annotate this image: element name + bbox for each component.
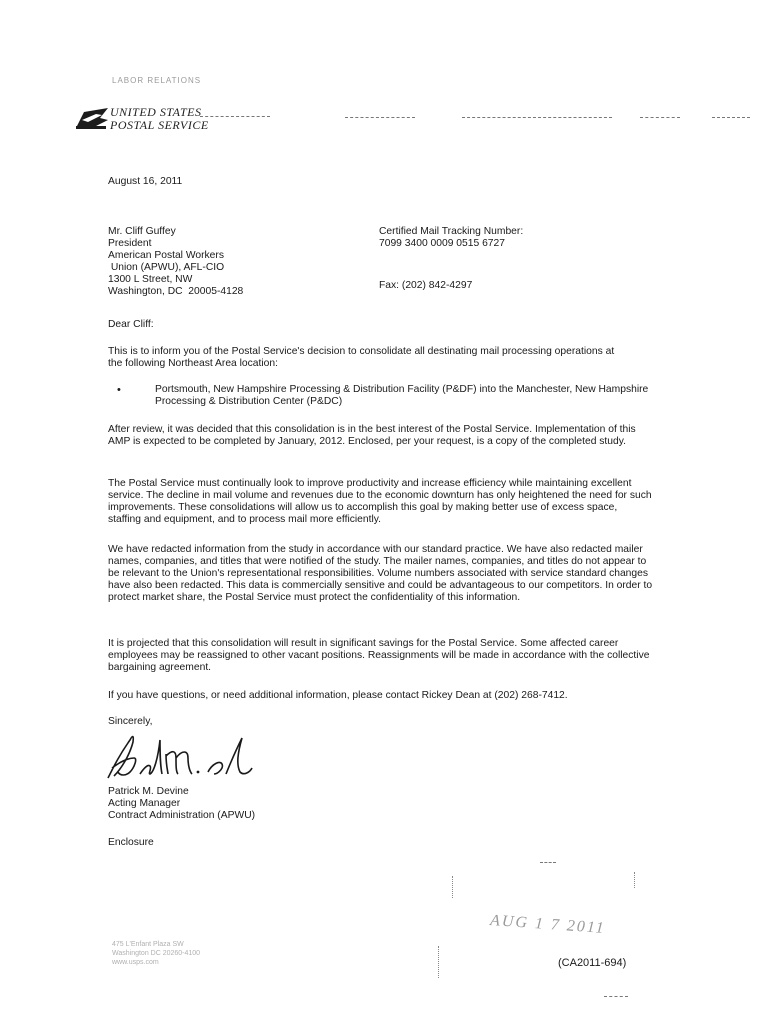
footer-address-line: www.usps.com bbox=[112, 959, 159, 966]
stamp-border-mark bbox=[452, 876, 453, 898]
footer-address-line: Washington DC 20260-4100 bbox=[112, 950, 201, 957]
stamp-border-mark bbox=[540, 862, 556, 863]
logo-line-postal-service: POSTAL SERVICE bbox=[110, 118, 209, 132]
header-rule bbox=[462, 117, 612, 118]
paragraph-intro: This is to inform you of the Postal Service's decision to consolidate all destinating mail processing operations at the following Northeast Area location: bbox=[108, 346, 615, 369]
closing: Sincerely, bbox=[108, 716, 153, 727]
paragraph-review: After review, it was decided that this consolidation is in the best interest of the Postal Service. Implementation of this AMP is expected to be completed by January, 2012. Enclosed, per your request, is a copy of the completed study. bbox=[108, 424, 636, 447]
recipient-address bbox=[108, 226, 243, 298]
signer-department: Contract Administration (APWU) bbox=[108, 810, 256, 821]
footer-address-line: 475 L'Enfant Plaza SW bbox=[112, 941, 184, 948]
recipient-line: Union (APWU), AFL-CIO bbox=[108, 262, 225, 273]
letter-date: August 16, 2011 bbox=[108, 176, 183, 187]
header-faint-text: LABOR RELATIONS bbox=[112, 76, 202, 85]
usps-eagle-logo-icon bbox=[74, 106, 108, 135]
received-date-stamp: AUG 1 7 2011 bbox=[489, 911, 607, 938]
header-rule bbox=[345, 117, 415, 118]
signer-title: Acting Manager bbox=[108, 798, 181, 809]
recipient-line: American Postal Workers bbox=[108, 250, 224, 261]
header-rule bbox=[200, 116, 270, 117]
paragraph-contact: If you have questions, or need additional information, please contact Rickey Dean at (202) 268-7412. bbox=[108, 690, 568, 701]
recipient-line: President bbox=[108, 238, 152, 249]
enclosure-note: Enclosure bbox=[108, 837, 154, 848]
header-rule bbox=[712, 117, 750, 118]
logo-line-united-states: UNITED STATES bbox=[110, 105, 202, 119]
bullet-dot: • bbox=[117, 384, 121, 396]
stamp-border-mark bbox=[604, 996, 628, 997]
handwritten-signature bbox=[100, 728, 260, 791]
stamp-border-mark bbox=[438, 946, 439, 978]
fax-number: Fax: (202) 842-4297 bbox=[379, 280, 473, 291]
paragraph-productivity: The Postal Service must continually look to improve productivity and increase efficiency while maintaining excellent service. The decline in mail volume and revenues due to the economic downturn has only heightened the need for such improvements. These consolidations will allow us to accomplish this goal by making better use of excess space, staffing and equipment, and to process mail more efficiently. bbox=[108, 478, 652, 525]
footer-address bbox=[112, 940, 200, 967]
stamp-border-mark bbox=[634, 872, 637, 888]
header-rule bbox=[640, 117, 680, 118]
tracking-label: Certified Mail Tracking Number: bbox=[379, 226, 524, 237]
salutation: Dear Cliff: bbox=[108, 319, 154, 330]
signer-name: Patrick M. Devine bbox=[108, 786, 189, 797]
recipient-line: Washington, DC 20005-4128 bbox=[108, 286, 244, 297]
recipient-line: Mr. Cliff Guffey bbox=[108, 226, 176, 237]
paragraph-savings: It is projected that this consolidation will result in significant savings for the Postal Service. Some affected career employees may be reassigned to other vacant positions. Reassignments will be made in accordance with the collective bargaining agreement. bbox=[108, 638, 650, 673]
recipient-line: 1300 L Street, NW bbox=[108, 274, 193, 285]
paragraph-bullet: Portsmouth, New Hampshire Processing & Distribution Facility (P&DF) into the Manchester, New Hampshire Processing & Distribution Center (P&DC) bbox=[155, 384, 649, 407]
paragraph-redaction: We have redacted information from the study in accordance with our standard practice. We have also redacted mailer names, companies, and titles that were notified of the study. The mailer names, companies, and titles do not appear to be relevant to the Union's representational responsibilities. Volume numbers associated with service standard changes have also been redacted. This data is commercially sensitive and could be advantageous to our competitors. In order to protect market share, the Postal Service must protect the confidentiality of this information. bbox=[108, 544, 653, 603]
tracking-number: 7099 3400 0009 0515 6727 bbox=[379, 238, 505, 249]
case-number: (CA2011-694) bbox=[558, 957, 627, 969]
